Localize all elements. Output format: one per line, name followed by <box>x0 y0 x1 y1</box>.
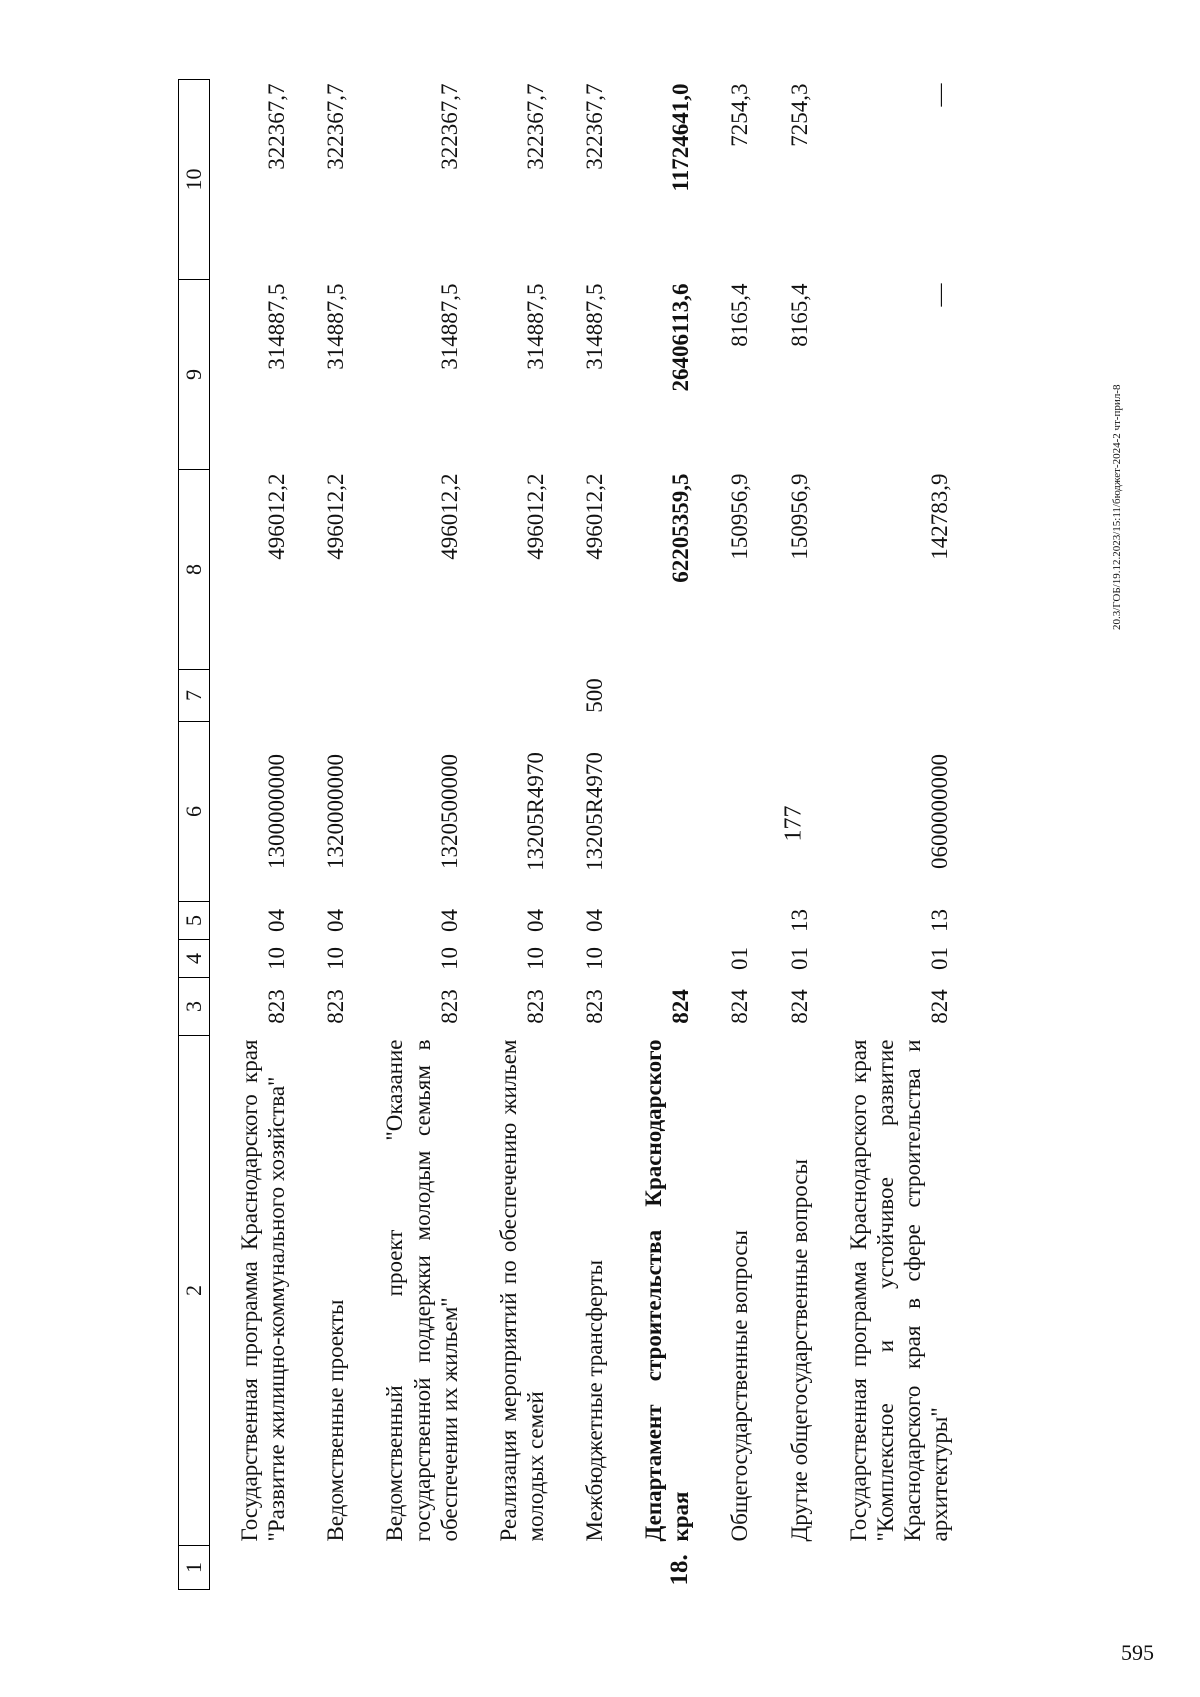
row-amount-3: 7254,3 <box>786 83 812 147</box>
row-expense-type <box>296 670 355 722</box>
row-name: Другие общегосударственные вопросы <box>786 1159 812 1542</box>
row-amount-3: 322367,7 <box>522 83 548 170</box>
row-expense-type <box>355 670 468 722</box>
row-target-code <box>700 722 759 902</box>
table-row <box>355 80 468 1590</box>
row-ministry-code: 824 <box>786 989 812 1024</box>
column-header-10: 10 <box>179 80 210 280</box>
row-amount-1: 496012,2 <box>436 473 462 560</box>
column-header-2: 2 <box>179 1036 210 1546</box>
row-target-code <box>760 722 819 902</box>
row-amount-1: 496012,2 <box>264 473 290 560</box>
row-amount-3: 322367,7 <box>323 83 349 170</box>
table-row <box>210 80 297 1590</box>
row-subsection-code: 13 <box>927 909 952 932</box>
row-number <box>210 1546 297 1590</box>
row-amount-3: 322367,7 <box>582 83 607 170</box>
row-section-code: 10 <box>522 947 548 970</box>
row-subsection-code <box>700 902 759 940</box>
row-amount-1: 496012,2 <box>582 473 607 560</box>
row-name: Межбюджетные трансферты <box>582 1259 607 1542</box>
row-number <box>355 1546 468 1590</box>
row-amount-3: 11724641,0 <box>668 83 694 192</box>
row-ministry-code: 823 <box>522 989 548 1024</box>
row-number <box>819 1546 960 1590</box>
row-amount-2: 26406113,6 <box>668 283 694 392</box>
column-header-5: 5 <box>179 902 210 940</box>
row-amount-3: — <box>927 83 952 107</box>
row-ministry-code: 823 <box>436 989 462 1024</box>
row-subsection-code <box>614 902 700 940</box>
row-section-code: 01 <box>786 947 812 970</box>
table-row <box>700 80 759 1590</box>
row-subsection-code: 04 <box>522 909 548 932</box>
budget-table <box>178 79 959 1590</box>
row-ministry-code: 824 <box>727 989 753 1024</box>
row-target-code: 1320500000 <box>436 754 462 869</box>
footer-code: 20.3/ГОБ/19.12.2023/15:11/бюджет-2024-2 чт-прил-8 <box>1111 384 1123 630</box>
row-amount-2: 8165,4 <box>727 283 753 347</box>
column-header-7: 7 <box>179 670 210 722</box>
row-section-code: 10 <box>582 947 607 970</box>
row-amount-1: 142783,9 <box>927 473 952 560</box>
row-subsection-code: 04 <box>582 909 607 932</box>
row-amount-1: 496012,2 <box>522 473 548 560</box>
row-expense-type <box>700 670 759 722</box>
row-expense-type <box>614 670 700 722</box>
row-section-code: 10 <box>436 947 462 970</box>
row-section-code: 10 <box>323 947 349 970</box>
row-number <box>700 1546 759 1590</box>
row-amount-2: 8165,4 <box>786 283 812 347</box>
row-subsection-code: 04 <box>323 909 349 932</box>
column-header-3: 3 <box>179 978 210 1036</box>
table-row <box>760 80 819 1590</box>
row-name: Общегосударственные вопросы <box>727 1230 753 1542</box>
row-ministry-code: 824 <box>927 989 952 1024</box>
row-number: 18. <box>665 1554 693 1586</box>
row-ministry-code: 823 <box>582 989 607 1024</box>
row-target-code: 13205R4970 <box>522 752 548 871</box>
row-number <box>760 1546 819 1590</box>
table-header-row <box>179 80 210 1590</box>
row-section-code: 01 <box>927 947 952 970</box>
row-amount-2: 314887,5 <box>323 283 349 370</box>
row-target-code: 13205R4970 <box>582 752 607 871</box>
row-target-code: 1320000000 <box>323 754 349 869</box>
row-ministry-code: 824 <box>668 989 694 1024</box>
row-subsection-code: 04 <box>264 909 290 932</box>
row-section-code: 01 <box>727 947 753 970</box>
row-amount-2: 314887,5 <box>264 283 290 370</box>
row-amount-1: 150956,9 <box>786 473 812 560</box>
row-number <box>555 1546 614 1590</box>
row-target-code: 0600000000 <box>927 754 952 869</box>
row-number <box>469 1546 555 1590</box>
table-row <box>819 80 960 1590</box>
row-amount-2: 314887,5 <box>436 283 462 370</box>
page-number: 177 <box>780 805 807 842</box>
row-amount-2: 314887,5 <box>522 283 548 370</box>
column-header-4: 4 <box>179 940 210 978</box>
row-name: Реализация мероприятий по обеспечению жильем молодых семей <box>495 1039 548 1542</box>
row-amount-3: 7254,3 <box>727 83 753 147</box>
row-target-code: 1300000000 <box>264 754 290 869</box>
row-subsection-code: 04 <box>436 909 462 932</box>
row-amount-2: 314887,5 <box>582 283 607 370</box>
row-expense-type <box>469 670 555 722</box>
department-row <box>614 80 700 1590</box>
row-name: Государственная программа Краснодарского края "Комплексное и устойчивое развитие Краснодарского края в сфере строительства и архитектуры" <box>845 1039 952 1542</box>
row-number <box>296 1546 355 1590</box>
row-subsection-code: 13 <box>786 909 812 932</box>
row-name: Государственная программа Краснодарского края "Развитие жилищно-коммунального хозяйства" <box>237 1039 290 1542</box>
row-name: Ведомственные проекты <box>323 1299 349 1542</box>
row-name: Департамент строительства Краснодарского края <box>641 1039 694 1542</box>
table-row <box>469 80 555 1590</box>
row-amount-1: 150956,9 <box>727 473 753 560</box>
column-header-8: 8 <box>179 470 210 670</box>
row-expense-type <box>760 670 819 722</box>
table-row <box>296 80 355 1590</box>
row-target-code <box>614 722 700 902</box>
table-row <box>555 80 614 1590</box>
row-amount-3: 322367,7 <box>436 83 462 170</box>
row-ministry-code: 823 <box>323 989 349 1024</box>
row-amount-1: 62205359,5 <box>668 473 694 583</box>
column-header-6: 6 <box>179 722 210 902</box>
row-amount-1: 496012,2 <box>323 473 349 560</box>
row-amount-3: 322367,7 <box>264 83 290 170</box>
row-expense-type <box>210 670 297 722</box>
row-expense-type <box>819 670 960 722</box>
row-expense-type: 500 <box>582 678 607 713</box>
row-section-code <box>614 940 700 978</box>
sheet-number: 595 <box>1121 1640 1154 1665</box>
row-ministry-code: 823 <box>264 989 290 1024</box>
row-amount-2: — <box>927 283 952 307</box>
row-name: Ведомственный проект "Оказание государственной поддержки молодым семьям в обеспечении их жильем" <box>382 1039 462 1542</box>
row-section-code: 10 <box>264 947 290 970</box>
column-header-9: 9 <box>179 280 210 470</box>
column-header-1: 1 <box>179 1546 210 1590</box>
budget-table-container <box>178 80 959 1590</box>
